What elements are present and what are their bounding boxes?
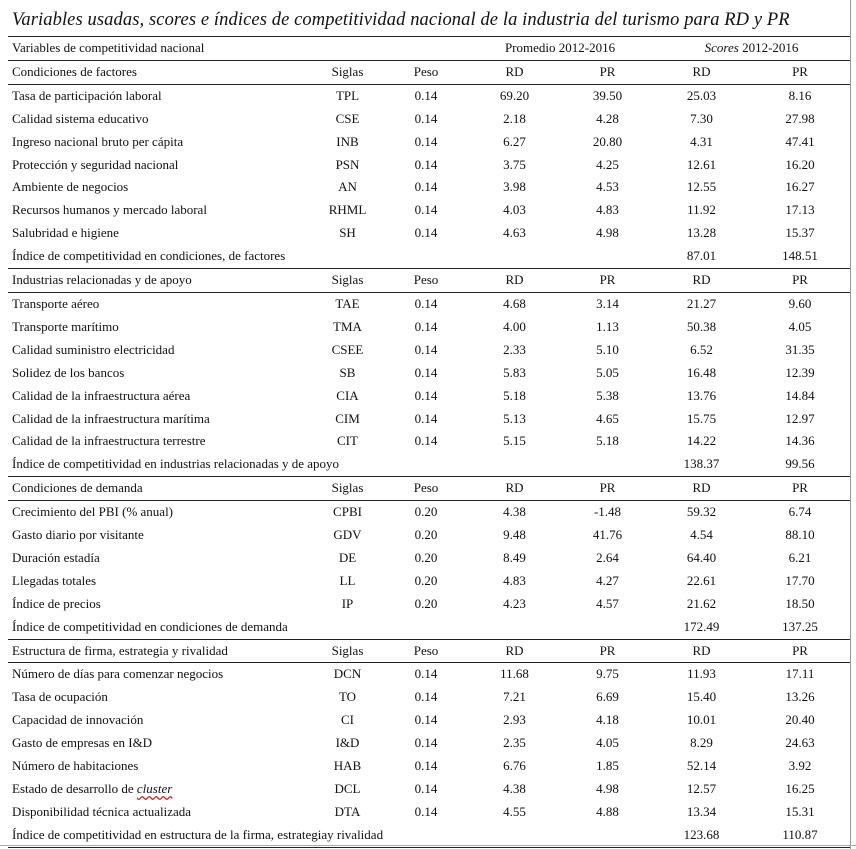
- table-cell: 0.20: [414, 527, 438, 543]
- index-label: Índice de competitividad en industrias relacionadas y de apoyo: [12, 456, 340, 472]
- table-cell: 4.68: [503, 295, 526, 311]
- variable-name: Capacidad de innovación: [12, 712, 144, 728]
- table-row: [8, 686, 850, 709]
- table-cell: 0.14: [414, 225, 438, 241]
- table-cell: 17.11: [785, 666, 815, 682]
- table-cell: 9.48: [503, 527, 526, 543]
- table-cell: 0.20: [414, 504, 438, 520]
- index-row: [8, 824, 850, 847]
- table-cell: 1.13: [596, 318, 619, 334]
- variable-name: Transporte aéreo: [12, 295, 100, 311]
- table-cell: 0.20: [414, 595, 438, 611]
- table-cell: DE: [338, 549, 357, 565]
- table-cell: 8.16: [788, 87, 812, 103]
- table-row: [8, 732, 850, 755]
- table-cell: TMA: [333, 318, 362, 334]
- variable-name: Gasto de empresas en I&D: [12, 735, 153, 751]
- section-title: Condiciones de demanda: [8, 477, 310, 501]
- table-cell: 9.75: [596, 666, 619, 682]
- table-cell: 4.28: [596, 110, 619, 126]
- table-row: [8, 501, 850, 524]
- column-header: PR: [750, 477, 850, 501]
- table-cell: 64.40: [686, 549, 717, 565]
- table-cell: RHML: [328, 202, 367, 218]
- table-cell: 4.23: [503, 595, 526, 611]
- table-row: [8, 385, 850, 408]
- table-cell: 0.14: [414, 318, 438, 334]
- table-cell: 0.14: [414, 712, 438, 728]
- table-cell: 4.57: [596, 595, 619, 611]
- table-cell: 13.76: [686, 387, 717, 403]
- table-row: [8, 84, 850, 107]
- table-cell: 9.60: [788, 295, 812, 311]
- table-cell: SB: [339, 364, 356, 380]
- variable-name: Ingreso nacional bruto per cápita: [12, 133, 184, 149]
- variable-name: Duración estadía: [12, 549, 100, 565]
- table-cell: 0.14: [414, 433, 438, 449]
- table-cell: 69.20: [499, 87, 530, 103]
- table-cell: 10.01: [686, 712, 717, 728]
- index-value: 137.25: [782, 618, 818, 634]
- table-cell: 24.63: [785, 735, 815, 751]
- index-label: Índice de competitividad en estructura de la firma, estrategiay rivalidad: [8, 824, 653, 847]
- table-cell: 18.50: [785, 595, 815, 611]
- table-cell: 4.25: [596, 156, 619, 172]
- table-row: [8, 709, 850, 732]
- table-row: [8, 547, 850, 570]
- variable-name: Estado de desarrollo de cluster: [12, 781, 173, 796]
- variable-name: Salubridad e higiene: [12, 225, 119, 241]
- table-cell: 3.75: [503, 156, 526, 172]
- table-cell: 15.75: [686, 410, 717, 426]
- table-cell: 0.14: [414, 781, 438, 796]
- table-cell: 8.29: [690, 735, 713, 751]
- table-cell: 0.14: [414, 133, 438, 149]
- table-cell: 5.38: [596, 387, 619, 403]
- table-cell: 21.27: [686, 295, 717, 311]
- column-header: PR: [750, 639, 850, 663]
- table-cell: 0.14: [414, 689, 438, 705]
- table-cell: 4.98: [596, 225, 619, 241]
- variable-name: Ambiente de negocios: [12, 179, 129, 195]
- table-cell: 13.26: [785, 689, 815, 705]
- variable-name: Recursos humanos y mercado laboral: [12, 202, 207, 218]
- column-header: RD: [467, 60, 562, 84]
- variables-header: Variables de competitividad nacional: [8, 37, 467, 61]
- table-cell: 2.35: [503, 735, 526, 751]
- table-cell: INB: [336, 133, 359, 149]
- table-cell: 3.98: [503, 179, 526, 195]
- variable-name: Número de habitaciones: [12, 758, 139, 774]
- column-header: Siglas: [310, 639, 385, 663]
- table-cell: SH: [339, 225, 356, 241]
- table-cell: 7.30: [690, 110, 713, 126]
- table-cell: 50.38: [686, 318, 717, 334]
- table-cell: 52.14: [686, 758, 717, 774]
- table-cell: 4.38: [503, 781, 526, 796]
- table-cell: DCL: [334, 781, 361, 796]
- table-cell: 0.14: [414, 410, 438, 426]
- column-header: Peso: [385, 60, 467, 84]
- table-row: [8, 570, 850, 593]
- table-cell: 6.69: [596, 689, 619, 705]
- table-cell: 21.62: [686, 595, 717, 611]
- table-row: [8, 362, 850, 385]
- index-value: 172.49: [683, 618, 720, 634]
- index-label: Índice de competitividad en condiciones, de factores: [12, 248, 286, 264]
- table-cell: 31.35: [785, 341, 815, 357]
- table-cell: 6.74: [788, 504, 812, 520]
- table-cell: 4.53: [596, 179, 619, 195]
- table-cell: CPBI: [333, 504, 362, 520]
- table-row: [8, 131, 850, 154]
- table-row: [8, 524, 850, 547]
- table-row: [8, 408, 850, 431]
- table-cell: 17.70: [785, 572, 815, 588]
- index-row: [8, 616, 850, 639]
- table-cell: 1.85: [596, 758, 619, 774]
- table-cell: 8.49: [503, 549, 526, 565]
- scores-header-rest: 2012-2016: [738, 40, 799, 55]
- table-cell: DCN: [333, 666, 362, 682]
- column-header: Siglas: [310, 60, 385, 84]
- table-cell: 6.27: [503, 133, 526, 149]
- table-cell: 4.05: [788, 318, 812, 334]
- table-cell: 3.92: [788, 758, 812, 774]
- variable-name: Índice de precios: [12, 595, 101, 611]
- table-cell: 12.39: [785, 364, 815, 380]
- table-cell: 0.14: [414, 803, 438, 819]
- table-row: [8, 108, 850, 131]
- table-cell: 0.14: [414, 156, 438, 172]
- table-cell: 0.14: [414, 202, 438, 218]
- index-row: [8, 453, 850, 476]
- table-cell: 5.13: [503, 410, 526, 426]
- variable-name: Calidad suministro electricidad: [12, 341, 175, 357]
- table-cell: 41.76: [592, 527, 623, 543]
- table-cell: IP: [341, 595, 354, 611]
- table-cell: 12.57: [686, 781, 717, 796]
- table-cell: 16.27: [785, 179, 815, 195]
- table-cell: 5.05: [596, 364, 619, 380]
- variable-name: Disponibilidad técnica actualizada: [12, 803, 192, 819]
- table-cell: 4.65: [596, 410, 619, 426]
- table-cell: 5.18: [503, 387, 526, 403]
- table-cell: 2.93: [503, 712, 526, 728]
- table-cell: 47.41: [785, 133, 815, 149]
- scores-header: [653, 37, 850, 61]
- table-cell: 0.14: [414, 758, 438, 774]
- table-cell: 5.15: [503, 433, 526, 449]
- table-cell: 0.14: [414, 666, 438, 682]
- table-cell: 27.98: [785, 110, 815, 126]
- table-cell: 2.18: [503, 110, 526, 126]
- table-cell: 16.25: [785, 781, 815, 796]
- table-cell: 11.93: [687, 666, 716, 682]
- section-title: Industrias relacionadas y de apoyo: [8, 269, 310, 293]
- variable-name: Crecimiento del PBI (% anual): [12, 504, 174, 520]
- table-cell: 4.63: [503, 225, 526, 241]
- table-cell: CIT: [337, 433, 358, 449]
- table-cell: 4.31: [690, 133, 713, 149]
- variable-name: Calidad de la infraestructura aérea: [12, 387, 191, 403]
- variable-name: Gasto diario por visitante: [12, 527, 144, 543]
- table-cell: 59.32: [686, 504, 717, 520]
- scores-header-italic: Scores: [704, 40, 739, 55]
- table-row: [8, 316, 850, 339]
- table-cell: 5.10: [596, 341, 619, 357]
- table-cell: 25.03: [686, 87, 717, 103]
- column-header: PR: [562, 269, 653, 293]
- table-cell: 16.20: [785, 156, 815, 172]
- variable-name: Calidad de la infraestructura terrestre: [12, 433, 206, 449]
- table-cell: 6.21: [788, 549, 812, 565]
- table-body: [8, 37, 850, 848]
- table-cell: 4.54: [690, 527, 713, 543]
- table-row: [8, 801, 850, 824]
- table-cell: 12.61: [686, 156, 717, 172]
- table-cell: 15.37: [785, 225, 815, 241]
- table-cell: CSE: [335, 110, 360, 126]
- table-cell: 13.34: [686, 803, 717, 819]
- table-cell: 2.64: [596, 549, 619, 565]
- table-cell: 7.21: [503, 689, 526, 705]
- section-title: Estructura de firma, estrategia y rivalidad: [8, 639, 310, 663]
- index-label: Índice de competitividad en condiciones de demanda: [12, 618, 288, 634]
- variable-name: Tasa de ocupación: [12, 689, 108, 705]
- frame-right-border: [850, 0, 851, 849]
- table-cell: 0.14: [414, 387, 438, 403]
- section-header-row: [8, 477, 850, 501]
- table-cell: 4.03: [503, 202, 526, 218]
- table-cell: 4.55: [503, 803, 526, 819]
- table-cell: 4.05: [596, 735, 619, 751]
- variable-name: Transporte marítimo: [12, 318, 119, 334]
- index-value: 99.56: [785, 456, 815, 472]
- table-cell: CIM: [335, 410, 360, 426]
- variable-name: Número de días para comenzar negocios: [12, 666, 224, 682]
- table-row: [8, 778, 850, 801]
- table-cell: 88.10: [785, 527, 815, 543]
- table-cell: 15.31: [785, 803, 815, 819]
- table-cell: GDV: [333, 527, 362, 543]
- table-cell: 0.14: [414, 295, 438, 311]
- table-cell: 16.48: [686, 364, 717, 380]
- table-cell: 0.20: [414, 549, 438, 565]
- table-cell: 5.18: [596, 433, 619, 449]
- table-cell: 15.40: [686, 689, 717, 705]
- column-header: Siglas: [310, 269, 385, 293]
- table-cell: 20.40: [785, 712, 815, 728]
- column-header: PR: [562, 60, 653, 84]
- table-cell: 5.83: [503, 364, 526, 380]
- table-cell: 0.20: [414, 572, 438, 588]
- competitiveness-table-wrapper: [8, 36, 850, 848]
- table-cell: CSEE: [331, 341, 364, 357]
- table-row: [8, 176, 850, 199]
- column-header: RD: [653, 60, 750, 84]
- table-row: [8, 222, 850, 245]
- table-cell: -1.48: [593, 504, 622, 520]
- table-cell: 20.80: [592, 133, 623, 149]
- table-cell: 2.33: [503, 341, 526, 357]
- table-cell: HAB: [333, 758, 362, 774]
- column-header: PR: [750, 269, 850, 293]
- section-header-row: [8, 639, 850, 663]
- index-row: [8, 245, 850, 268]
- table-title: Variables usadas, scores e índices de competitividad nacional de la industria del turismo para RD y PR: [12, 10, 790, 30]
- table-cell: 4.83: [503, 572, 526, 588]
- section-title: Condiciones de factores: [8, 60, 310, 84]
- table-row: [8, 663, 850, 686]
- column-header: Peso: [385, 269, 467, 293]
- table-cell: 12.97: [785, 410, 815, 426]
- table-cell: 14.84: [785, 387, 815, 403]
- index-value: 110.87: [750, 824, 850, 847]
- header-row: [8, 37, 850, 61]
- table-row: [8, 755, 850, 778]
- table-row: [8, 199, 850, 222]
- table-cell: 0.14: [414, 341, 438, 357]
- table-cell: 0.14: [414, 87, 438, 103]
- column-header: PR: [750, 60, 850, 84]
- column-header: Siglas: [310, 477, 385, 501]
- table-row: [8, 593, 850, 616]
- table-cell: 4.98: [596, 781, 619, 796]
- table-cell: 6.52: [690, 341, 713, 357]
- column-header: RD: [467, 477, 562, 501]
- table-cell: PSN: [335, 156, 360, 172]
- frame-bottom-border: [0, 845, 856, 846]
- table-cell: 4.83: [596, 202, 619, 218]
- table-cell: TAE: [335, 295, 360, 311]
- cluster-word: cluster: [136, 781, 173, 796]
- table-cell: 17.13: [785, 202, 815, 218]
- promedio-header: Promedio 2012-2016: [467, 37, 653, 61]
- table-cell: 12.55: [686, 179, 717, 195]
- table-cell: LL: [339, 572, 356, 588]
- variable-name: Calidad sistema educativo: [12, 110, 149, 126]
- table-row: [8, 339, 850, 362]
- table-cell: 4.18: [596, 712, 619, 728]
- table-row: [8, 292, 850, 315]
- table-cell: 22.61: [686, 572, 717, 588]
- table-cell: 4.38: [503, 504, 526, 520]
- column-header: RD: [467, 269, 562, 293]
- column-header: RD: [467, 639, 562, 663]
- variable-name: Llegadas totales: [12, 572, 97, 588]
- table-cell: 39.50: [592, 87, 623, 103]
- table-cell: 4.88: [596, 803, 619, 819]
- table-cell: TO: [338, 689, 357, 705]
- table-cell: TPL: [335, 87, 360, 103]
- variable-name: Calidad de la infraestructura marítima: [12, 410, 210, 426]
- variable-name: Tasa de participación laboral: [12, 87, 162, 103]
- table-cell: AN: [338, 179, 357, 195]
- table-cell: 4.00: [503, 318, 526, 334]
- table-cell: 0.14: [414, 179, 438, 195]
- index-value: 138.37: [683, 456, 720, 472]
- competitiveness-table: [8, 36, 850, 848]
- table-cell: 0.14: [414, 110, 438, 126]
- table-row: [8, 154, 850, 177]
- variable-name: Solidez de los bancos: [12, 364, 125, 380]
- table-cell: 0.14: [414, 364, 438, 380]
- table-row: [8, 430, 850, 453]
- table-cell: I&D: [335, 735, 360, 751]
- table-cell: 3.14: [596, 295, 619, 311]
- table-cell: 14.36: [785, 433, 815, 449]
- index-value: 123.68: [653, 824, 750, 847]
- variable-name: Protección y seguridad nacional: [12, 156, 179, 172]
- section-header-row: [8, 269, 850, 293]
- table-cell: 13.28: [686, 225, 717, 241]
- table-cell: 11.92: [687, 202, 716, 218]
- table-cell: 4.27: [596, 572, 619, 588]
- section-header-row: [8, 60, 850, 84]
- table-cell: 11.68: [500, 666, 529, 682]
- table-cell: DTA: [334, 803, 361, 819]
- table-cell: 14.22: [686, 433, 717, 449]
- table-cell: CIA: [336, 387, 359, 403]
- table-cell: 0.14: [414, 735, 438, 751]
- column-header: RD: [653, 269, 750, 293]
- column-header: PR: [562, 639, 653, 663]
- table-cell: CI: [341, 712, 354, 728]
- column-header: RD: [653, 639, 750, 663]
- column-header: Peso: [385, 477, 467, 501]
- index-value: 87.01: [686, 248, 717, 264]
- index-value: 148.51: [782, 248, 818, 264]
- table-cell: 6.76: [503, 758, 526, 774]
- column-header: Peso: [385, 639, 467, 663]
- column-header: PR: [562, 477, 653, 501]
- column-header: RD: [653, 477, 750, 501]
